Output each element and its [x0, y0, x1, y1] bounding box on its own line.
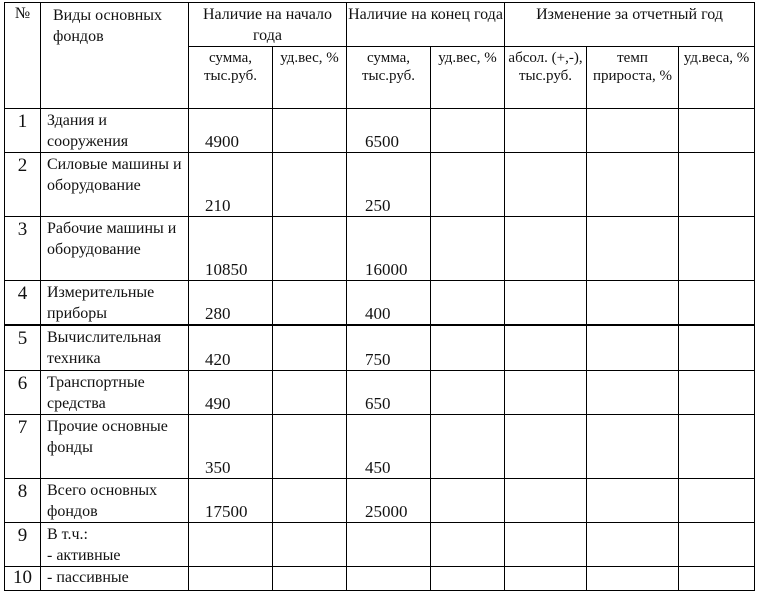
row-end-share	[431, 414, 505, 478]
row-end-sum: 6500	[347, 109, 431, 153]
row-name: Рабочие машины и оборудование	[41, 217, 189, 281]
table-row	[5, 281, 755, 326]
row-growth	[587, 217, 679, 281]
row-share-change	[679, 522, 755, 566]
row-no: 10	[5, 566, 41, 590]
row-end-share	[431, 566, 505, 590]
row-no: 5	[5, 325, 41, 370]
row-no: 9	[5, 522, 41, 566]
row-abs	[505, 478, 587, 522]
row-abs	[505, 522, 587, 566]
header-kind: Виды основных фондов	[41, 3, 189, 109]
header-share-end: уд.вес, %	[431, 47, 505, 109]
row-growth	[587, 153, 679, 217]
row-name: Прочие основные фонды	[41, 414, 189, 478]
row-end-share	[431, 478, 505, 522]
row-name: Силовые машины и оборудование	[41, 153, 189, 217]
row-share-change	[679, 109, 755, 153]
row-end-sum: 650	[347, 370, 431, 414]
header-end: Наличие на конец года	[347, 3, 505, 47]
header-share-begin: уд.вес, %	[273, 47, 347, 109]
header-abs: абсол. (+,-), тыс.руб.	[505, 47, 587, 109]
row-end-sum	[347, 566, 431, 590]
row-end-sum: 400	[347, 281, 431, 326]
row-begin-share	[273, 153, 347, 217]
row-name: Измерительные приборы	[41, 281, 189, 326]
row-no: 1	[5, 109, 41, 153]
row-begin-sum: 350	[189, 414, 273, 478]
row-abs	[505, 281, 587, 326]
row-abs	[505, 153, 587, 217]
row-end-share	[431, 325, 505, 370]
header-change: Изменение за отчетный год	[505, 3, 755, 47]
header-growth: темп прироста, %	[587, 47, 679, 109]
row-no: 3	[5, 217, 41, 281]
table-row	[5, 370, 755, 414]
header-begin: Наличие на начало года	[189, 3, 347, 47]
row-begin-sum: 280	[189, 281, 273, 326]
row-abs	[505, 325, 587, 370]
row-share-change	[679, 414, 755, 478]
row-end-sum: 450	[347, 414, 431, 478]
row-name: - пассивные	[41, 566, 189, 590]
row-growth	[587, 109, 679, 153]
row-abs	[505, 414, 587, 478]
row-begin-sum: 10850	[189, 217, 273, 281]
row-no: 6	[5, 370, 41, 414]
row-name-line1: В т.ч.:	[47, 525, 88, 543]
header-row-1	[5, 3, 755, 47]
row-growth	[587, 566, 679, 590]
row-end-sum: 16000	[347, 217, 431, 281]
row-begin-share	[273, 370, 347, 414]
row-growth	[587, 522, 679, 566]
row-share-change	[679, 325, 755, 370]
row-begin-sum: 490	[189, 370, 273, 414]
row-end-share	[431, 109, 505, 153]
row-abs	[505, 370, 587, 414]
table-wrapper	[4, 2, 755, 591]
row-end-sum: 25000	[347, 478, 431, 522]
row-growth	[587, 414, 679, 478]
row-no: 8	[5, 478, 41, 522]
table-row	[5, 522, 755, 566]
row-end-sum: 250	[347, 153, 431, 217]
row-end-share	[431, 153, 505, 217]
row-end-share	[431, 217, 505, 281]
table-row	[5, 153, 755, 217]
row-begin-share	[273, 217, 347, 281]
header-share-change: уд.веса, %	[679, 47, 755, 109]
row-end-share	[431, 522, 505, 566]
row-begin-share	[273, 566, 347, 590]
row-begin-share	[273, 281, 347, 326]
row-growth	[587, 281, 679, 326]
row-abs	[505, 566, 587, 590]
header-no: №	[5, 3, 41, 109]
row-no: 2	[5, 153, 41, 217]
row-growth	[587, 478, 679, 522]
row-begin-share	[273, 109, 347, 153]
row-name: Вычислительная техника	[41, 325, 189, 370]
row-begin-share	[273, 414, 347, 478]
row-begin-share	[273, 325, 347, 370]
row-growth	[587, 370, 679, 414]
row-abs	[505, 109, 587, 153]
row-share-change	[679, 478, 755, 522]
row-end-sum	[347, 522, 431, 566]
row-name	[41, 522, 189, 566]
row-end-share	[431, 370, 505, 414]
row-abs	[505, 217, 587, 281]
row-growth	[587, 325, 679, 370]
row-end-share	[431, 281, 505, 326]
header-sum-end: сумма, тыс.руб.	[347, 47, 431, 109]
row-begin-sum	[189, 522, 273, 566]
table-row	[5, 325, 755, 370]
row-begin-sum	[189, 566, 273, 590]
row-name: Всего основных фондов	[41, 478, 189, 522]
row-no: 7	[5, 414, 41, 478]
row-begin-sum: 17500	[189, 478, 273, 522]
row-begin-share	[273, 522, 347, 566]
table-row	[5, 109, 755, 153]
table-row	[5, 566, 755, 590]
row-name: Здания и сооружения	[41, 109, 189, 153]
row-begin-sum: 210	[189, 153, 273, 217]
row-name-line2: - активные	[47, 546, 121, 564]
row-share-change	[679, 370, 755, 414]
row-begin-sum: 420	[189, 325, 273, 370]
row-share-change	[679, 281, 755, 326]
table-row	[5, 414, 755, 478]
fixed-assets-table	[4, 2, 755, 591]
row-end-sum: 750	[347, 325, 431, 370]
row-share-change	[679, 153, 755, 217]
row-share-change	[679, 566, 755, 590]
table-row	[5, 217, 755, 281]
header-sum-begin: сумма, тыс.руб.	[189, 47, 273, 109]
row-begin-sum: 4900	[189, 109, 273, 153]
row-no: 4	[5, 281, 41, 326]
row-name: Транспортные средства	[41, 370, 189, 414]
row-begin-share	[273, 478, 347, 522]
row-share-change	[679, 217, 755, 281]
table-row	[5, 478, 755, 522]
